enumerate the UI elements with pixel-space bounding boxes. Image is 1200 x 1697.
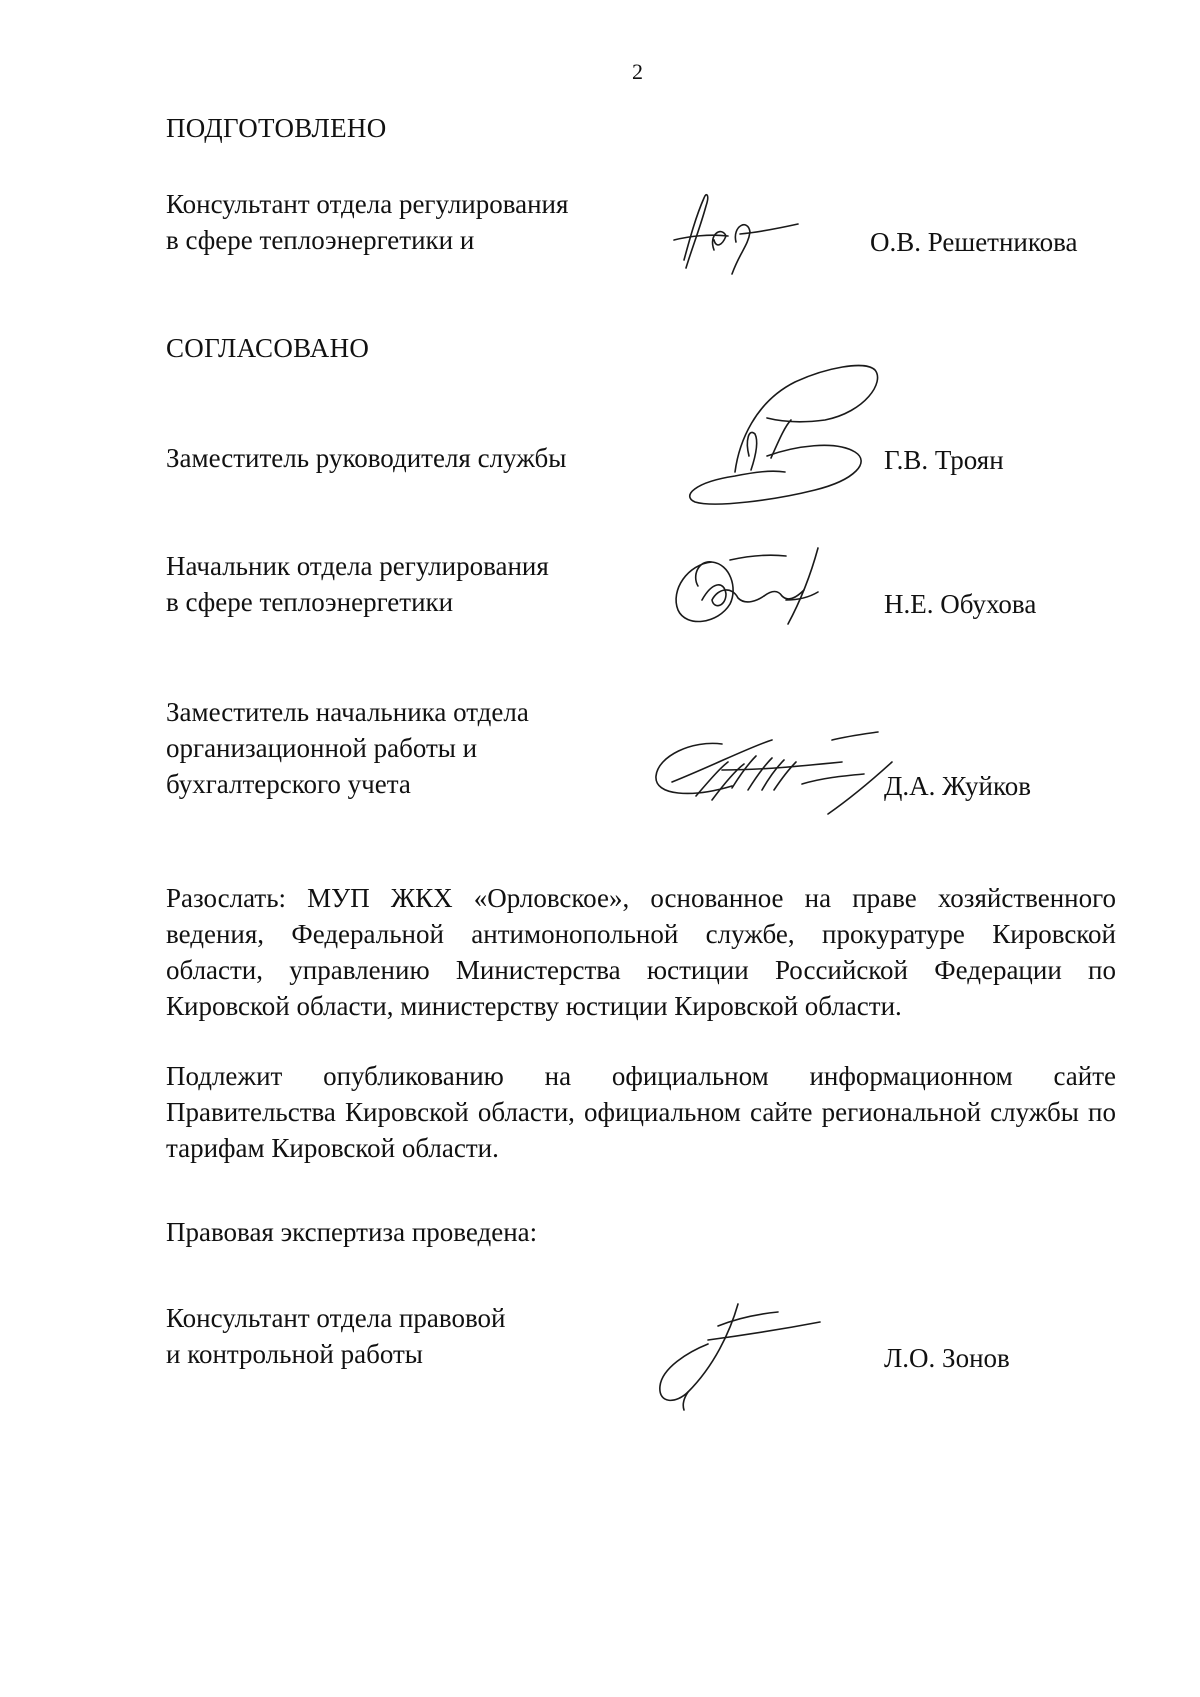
signature-zhuykov <box>652 726 902 816</box>
signature-zonov <box>648 1296 828 1416</box>
approved-signer-1-name: Г.В. Троян <box>884 445 1004 475</box>
prepared-heading: ПОДГОТОВЛЕНО <box>166 113 387 143</box>
approved-signer-2-position-line2: в сфере теплоэнергетики <box>166 587 454 617</box>
prepared-position-line2: в сфере теплоэнергетики и <box>166 225 475 255</box>
legal-review-heading: Правовая экспертиза проведена: <box>166 1217 538 1247</box>
approved-signer-3-name: Д.А. Жуйков <box>884 771 1031 801</box>
legal-review-name: Л.О. Зонов <box>884 1343 1010 1373</box>
distribution-paragraph: Разослать: МУП ЖКХ «Орловское», основанное на праве хозяйственного ведения, Федеральной антимонопольной службе, прокуратуре Кировской области, управлению Министерства юстиции Российской Федерации по Кировской области, министерству юстиции Кировской области. <box>166 883 1116 1021</box>
approved-signer-2-name: Н.Е. Обухова <box>884 589 1037 619</box>
approved-heading: СОГЛАСОВАНО <box>166 333 370 363</box>
approved-signer-1-position-line1: Заместитель руководителя службы <box>166 443 567 473</box>
signature-troyan <box>675 362 905 522</box>
approved-signer-3-position-line1: Заместитель начальника отдела <box>166 697 529 727</box>
approved-signer-2-position-line1: Начальник отдела регулирования <box>166 551 549 581</box>
legal-review-position-line1: Консультант отдела правовой <box>166 1303 506 1333</box>
prepared-position-line1: Консультант отдела регулирования <box>166 189 569 219</box>
legal-review-position-line2: и контрольной работы <box>166 1339 423 1369</box>
page-number: 2 <box>632 59 643 84</box>
approved-signer-3-position-line2: организационной работы и <box>166 733 478 763</box>
signature-obukhova <box>668 540 848 630</box>
signature-reshetnikova <box>670 188 820 278</box>
prepared-name: О.В. Решетникова <box>870 227 1078 257</box>
approved-signer-3-position-line3: бухгалтерского учета <box>166 769 411 799</box>
publication-paragraph: Подлежит опубликованию на официальном информационном сайте Правительства Кировской области, официальном сайте региональной службы по тарифам Кировской области. <box>166 1061 1116 1163</box>
